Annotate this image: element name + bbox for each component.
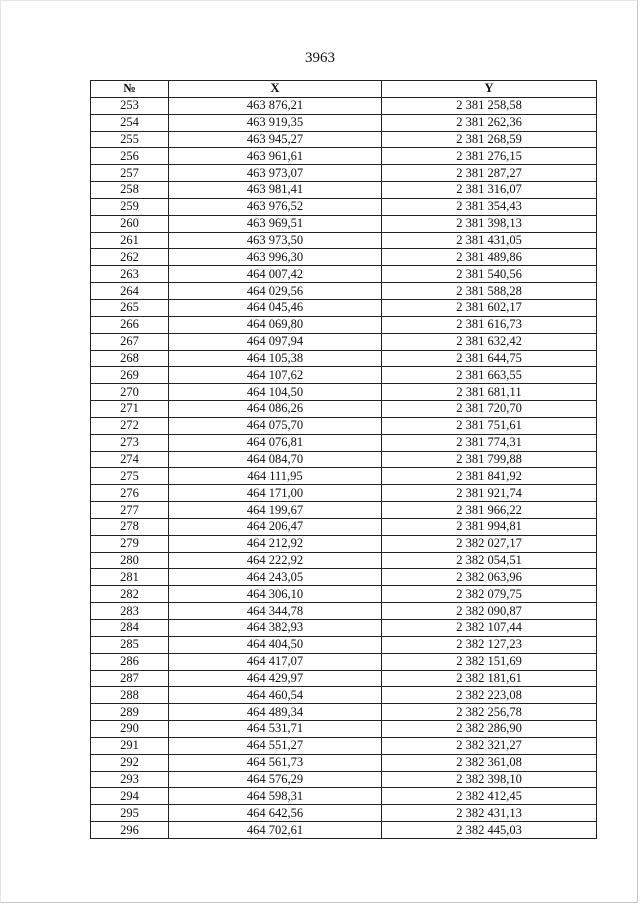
cell-x: 464 111,95 bbox=[169, 468, 382, 485]
cell-number: 291 bbox=[91, 737, 169, 754]
cell-y: 2 382 398,10 bbox=[382, 771, 597, 788]
cell-y: 2 381 921,74 bbox=[382, 485, 597, 502]
cell-number: 260 bbox=[91, 215, 169, 232]
table-row bbox=[91, 249, 597, 266]
cell-number: 256 bbox=[91, 148, 169, 165]
coordinates-table bbox=[90, 80, 597, 839]
cell-y: 2 381 681,11 bbox=[382, 384, 597, 401]
table-row bbox=[91, 97, 597, 114]
table-row bbox=[91, 350, 597, 367]
cell-number: 272 bbox=[91, 417, 169, 434]
cell-number: 281 bbox=[91, 569, 169, 586]
cell-number: 253 bbox=[91, 97, 169, 114]
table-row bbox=[91, 401, 597, 418]
cell-x: 463 945,27 bbox=[169, 131, 382, 148]
cell-y: 2 382 445,03 bbox=[382, 822, 597, 839]
table-row bbox=[91, 771, 597, 788]
cell-x: 463 973,07 bbox=[169, 165, 382, 182]
cell-y: 2 381 268,59 bbox=[382, 131, 597, 148]
cell-x: 464 243,05 bbox=[169, 569, 382, 586]
cell-y: 2 381 258,58 bbox=[382, 97, 597, 114]
cell-y: 2 381 616,73 bbox=[382, 316, 597, 333]
cell-number: 270 bbox=[91, 384, 169, 401]
cell-number: 289 bbox=[91, 704, 169, 721]
cell-number: 280 bbox=[91, 552, 169, 569]
cell-y: 2 381 602,17 bbox=[382, 299, 597, 316]
cell-x: 464 007,42 bbox=[169, 266, 382, 283]
cell-y: 2 381 262,36 bbox=[382, 114, 597, 131]
header-y: Y bbox=[382, 81, 597, 98]
cell-x: 464 460,54 bbox=[169, 687, 382, 704]
table-row bbox=[91, 805, 597, 822]
cell-x: 463 919,35 bbox=[169, 114, 382, 131]
cell-y: 2 382 256,78 bbox=[382, 704, 597, 721]
cell-y: 2 382 412,45 bbox=[382, 788, 597, 805]
cell-number: 274 bbox=[91, 451, 169, 468]
cell-y: 2 381 276,15 bbox=[382, 148, 597, 165]
cell-y: 2 381 632,42 bbox=[382, 333, 597, 350]
cell-number: 265 bbox=[91, 299, 169, 316]
cell-number: 276 bbox=[91, 485, 169, 502]
cell-x: 464 551,27 bbox=[169, 737, 382, 754]
table-row bbox=[91, 586, 597, 603]
cell-number: 287 bbox=[91, 670, 169, 687]
cell-number: 257 bbox=[91, 165, 169, 182]
table-row bbox=[91, 704, 597, 721]
table-row bbox=[91, 788, 597, 805]
cell-y: 2 382 361,08 bbox=[382, 754, 597, 771]
cell-number: 254 bbox=[91, 114, 169, 131]
cell-y: 2 381 841,92 bbox=[382, 468, 597, 485]
cell-y: 2 381 799,88 bbox=[382, 451, 597, 468]
table-row bbox=[91, 502, 597, 519]
cell-x: 464 642,56 bbox=[169, 805, 382, 822]
cell-number: 288 bbox=[91, 687, 169, 704]
cell-number: 271 bbox=[91, 401, 169, 418]
table-row bbox=[91, 266, 597, 283]
cell-number: 262 bbox=[91, 249, 169, 266]
cell-number: 293 bbox=[91, 771, 169, 788]
cell-x: 464 576,29 bbox=[169, 771, 382, 788]
cell-number: 292 bbox=[91, 754, 169, 771]
cell-y: 2 381 663,55 bbox=[382, 367, 597, 384]
table-row bbox=[91, 468, 597, 485]
cell-number: 255 bbox=[91, 131, 169, 148]
cell-y: 2 382 181,61 bbox=[382, 670, 597, 687]
cell-x: 464 199,67 bbox=[169, 502, 382, 519]
cell-x: 464 206,47 bbox=[169, 518, 382, 535]
cell-y: 2 382 090,87 bbox=[382, 603, 597, 620]
cell-y: 2 382 321,27 bbox=[382, 737, 597, 754]
table-row bbox=[91, 232, 597, 249]
cell-number: 278 bbox=[91, 518, 169, 535]
cell-y: 2 381 644,75 bbox=[382, 350, 597, 367]
header-x: X bbox=[169, 81, 382, 98]
table-row bbox=[91, 114, 597, 131]
cell-x: 464 382,93 bbox=[169, 620, 382, 637]
cell-x: 463 969,51 bbox=[169, 215, 382, 232]
table-row bbox=[91, 148, 597, 165]
cell-number: 290 bbox=[91, 721, 169, 738]
cell-y: 2 381 316,07 bbox=[382, 182, 597, 199]
cell-number: 263 bbox=[91, 266, 169, 283]
cell-y: 2 382 286,90 bbox=[382, 721, 597, 738]
cell-y: 2 381 354,43 bbox=[382, 198, 597, 215]
table-row bbox=[91, 367, 597, 384]
table-row bbox=[91, 737, 597, 754]
cell-x: 463 981,41 bbox=[169, 182, 382, 199]
table-header-row bbox=[91, 81, 597, 98]
cell-x: 464 029,56 bbox=[169, 283, 382, 300]
table-row bbox=[91, 333, 597, 350]
cell-x: 464 222,92 bbox=[169, 552, 382, 569]
cell-y: 2 382 054,51 bbox=[382, 552, 597, 569]
page-number: 3963 bbox=[305, 50, 335, 66]
cell-y: 2 382 151,69 bbox=[382, 653, 597, 670]
table-row bbox=[91, 215, 597, 232]
header-number: № bbox=[91, 81, 169, 98]
cell-number: 282 bbox=[91, 586, 169, 603]
cell-number: 258 bbox=[91, 182, 169, 199]
table-row bbox=[91, 518, 597, 535]
cell-number: 284 bbox=[91, 620, 169, 637]
table-row bbox=[91, 754, 597, 771]
cell-y: 2 381 751,61 bbox=[382, 417, 597, 434]
cell-x: 464 076,81 bbox=[169, 434, 382, 451]
cell-x: 463 976,52 bbox=[169, 198, 382, 215]
cell-y: 2 381 720,70 bbox=[382, 401, 597, 418]
cell-y: 2 381 588,28 bbox=[382, 283, 597, 300]
cell-x: 464 107,62 bbox=[169, 367, 382, 384]
cell-x: 464 531,71 bbox=[169, 721, 382, 738]
cell-number: 275 bbox=[91, 468, 169, 485]
table-row bbox=[91, 198, 597, 215]
cell-x: 464 105,38 bbox=[169, 350, 382, 367]
cell-number: 259 bbox=[91, 198, 169, 215]
cell-number: 264 bbox=[91, 283, 169, 300]
cell-y: 2 382 431,13 bbox=[382, 805, 597, 822]
cell-number: 277 bbox=[91, 502, 169, 519]
cell-x: 464 171,00 bbox=[169, 485, 382, 502]
cell-number: 261 bbox=[91, 232, 169, 249]
cell-x: 464 344,78 bbox=[169, 603, 382, 620]
cell-number: 296 bbox=[91, 822, 169, 839]
cell-y: 2 381 489,86 bbox=[382, 249, 597, 266]
cell-x: 464 104,50 bbox=[169, 384, 382, 401]
table-row bbox=[91, 283, 597, 300]
cell-y: 2 382 127,23 bbox=[382, 636, 597, 653]
table-row bbox=[91, 822, 597, 839]
table-row bbox=[91, 670, 597, 687]
table-row bbox=[91, 131, 597, 148]
cell-y: 2 381 287,27 bbox=[382, 165, 597, 182]
cell-y: 2 381 540,56 bbox=[382, 266, 597, 283]
table-row bbox=[91, 636, 597, 653]
cell-x: 464 097,94 bbox=[169, 333, 382, 350]
table-row bbox=[91, 603, 597, 620]
table-row bbox=[91, 569, 597, 586]
table-row bbox=[91, 451, 597, 468]
cell-x: 463 961,61 bbox=[169, 148, 382, 165]
cell-y: 2 382 027,17 bbox=[382, 535, 597, 552]
table-row bbox=[91, 485, 597, 502]
cell-number: 273 bbox=[91, 434, 169, 451]
cell-x: 464 429,97 bbox=[169, 670, 382, 687]
table-row bbox=[91, 620, 597, 637]
cell-y: 2 381 994,81 bbox=[382, 518, 597, 535]
cell-y: 2 381 966,22 bbox=[382, 502, 597, 519]
cell-x: 464 702,61 bbox=[169, 822, 382, 839]
cell-number: 283 bbox=[91, 603, 169, 620]
cell-number: 266 bbox=[91, 316, 169, 333]
cell-number: 279 bbox=[91, 535, 169, 552]
table-body bbox=[91, 97, 597, 838]
cell-y: 2 381 774,31 bbox=[382, 434, 597, 451]
table-row bbox=[91, 687, 597, 704]
cell-x: 464 212,92 bbox=[169, 535, 382, 552]
table-row bbox=[91, 653, 597, 670]
cell-x: 464 075,70 bbox=[169, 417, 382, 434]
cell-x: 464 404,50 bbox=[169, 636, 382, 653]
cell-number: 294 bbox=[91, 788, 169, 805]
cell-x: 464 045,46 bbox=[169, 299, 382, 316]
cell-number: 295 bbox=[91, 805, 169, 822]
cell-x: 464 306,10 bbox=[169, 586, 382, 603]
table-row bbox=[91, 182, 597, 199]
cell-x: 463 973,50 bbox=[169, 232, 382, 249]
cell-y: 2 382 063,96 bbox=[382, 569, 597, 586]
cell-x: 464 069,80 bbox=[169, 316, 382, 333]
cell-x: 464 598,31 bbox=[169, 788, 382, 805]
cell-number: 285 bbox=[91, 636, 169, 653]
table-row bbox=[91, 434, 597, 451]
table-row bbox=[91, 384, 597, 401]
cell-x: 464 561,73 bbox=[169, 754, 382, 771]
cell-number: 267 bbox=[91, 333, 169, 350]
table-row bbox=[91, 535, 597, 552]
cell-x: 463 996,30 bbox=[169, 249, 382, 266]
cell-x: 464 086,26 bbox=[169, 401, 382, 418]
table-row bbox=[91, 316, 597, 333]
table-row bbox=[91, 417, 597, 434]
cell-number: 268 bbox=[91, 350, 169, 367]
cell-number: 286 bbox=[91, 653, 169, 670]
cell-y: 2 382 107,44 bbox=[382, 620, 597, 637]
cell-x: 464 417,07 bbox=[169, 653, 382, 670]
cell-x: 463 876,21 bbox=[169, 97, 382, 114]
cell-number: 269 bbox=[91, 367, 169, 384]
cell-x: 464 489,34 bbox=[169, 704, 382, 721]
cell-y: 2 382 079,75 bbox=[382, 586, 597, 603]
table-row bbox=[91, 165, 597, 182]
cell-x: 464 084,70 bbox=[169, 451, 382, 468]
cell-y: 2 381 431,05 bbox=[382, 232, 597, 249]
table-row bbox=[91, 299, 597, 316]
table-row bbox=[91, 552, 597, 569]
table-row bbox=[91, 721, 597, 738]
cell-y: 2 381 398,13 bbox=[382, 215, 597, 232]
cell-y: 2 382 223,08 bbox=[382, 687, 597, 704]
